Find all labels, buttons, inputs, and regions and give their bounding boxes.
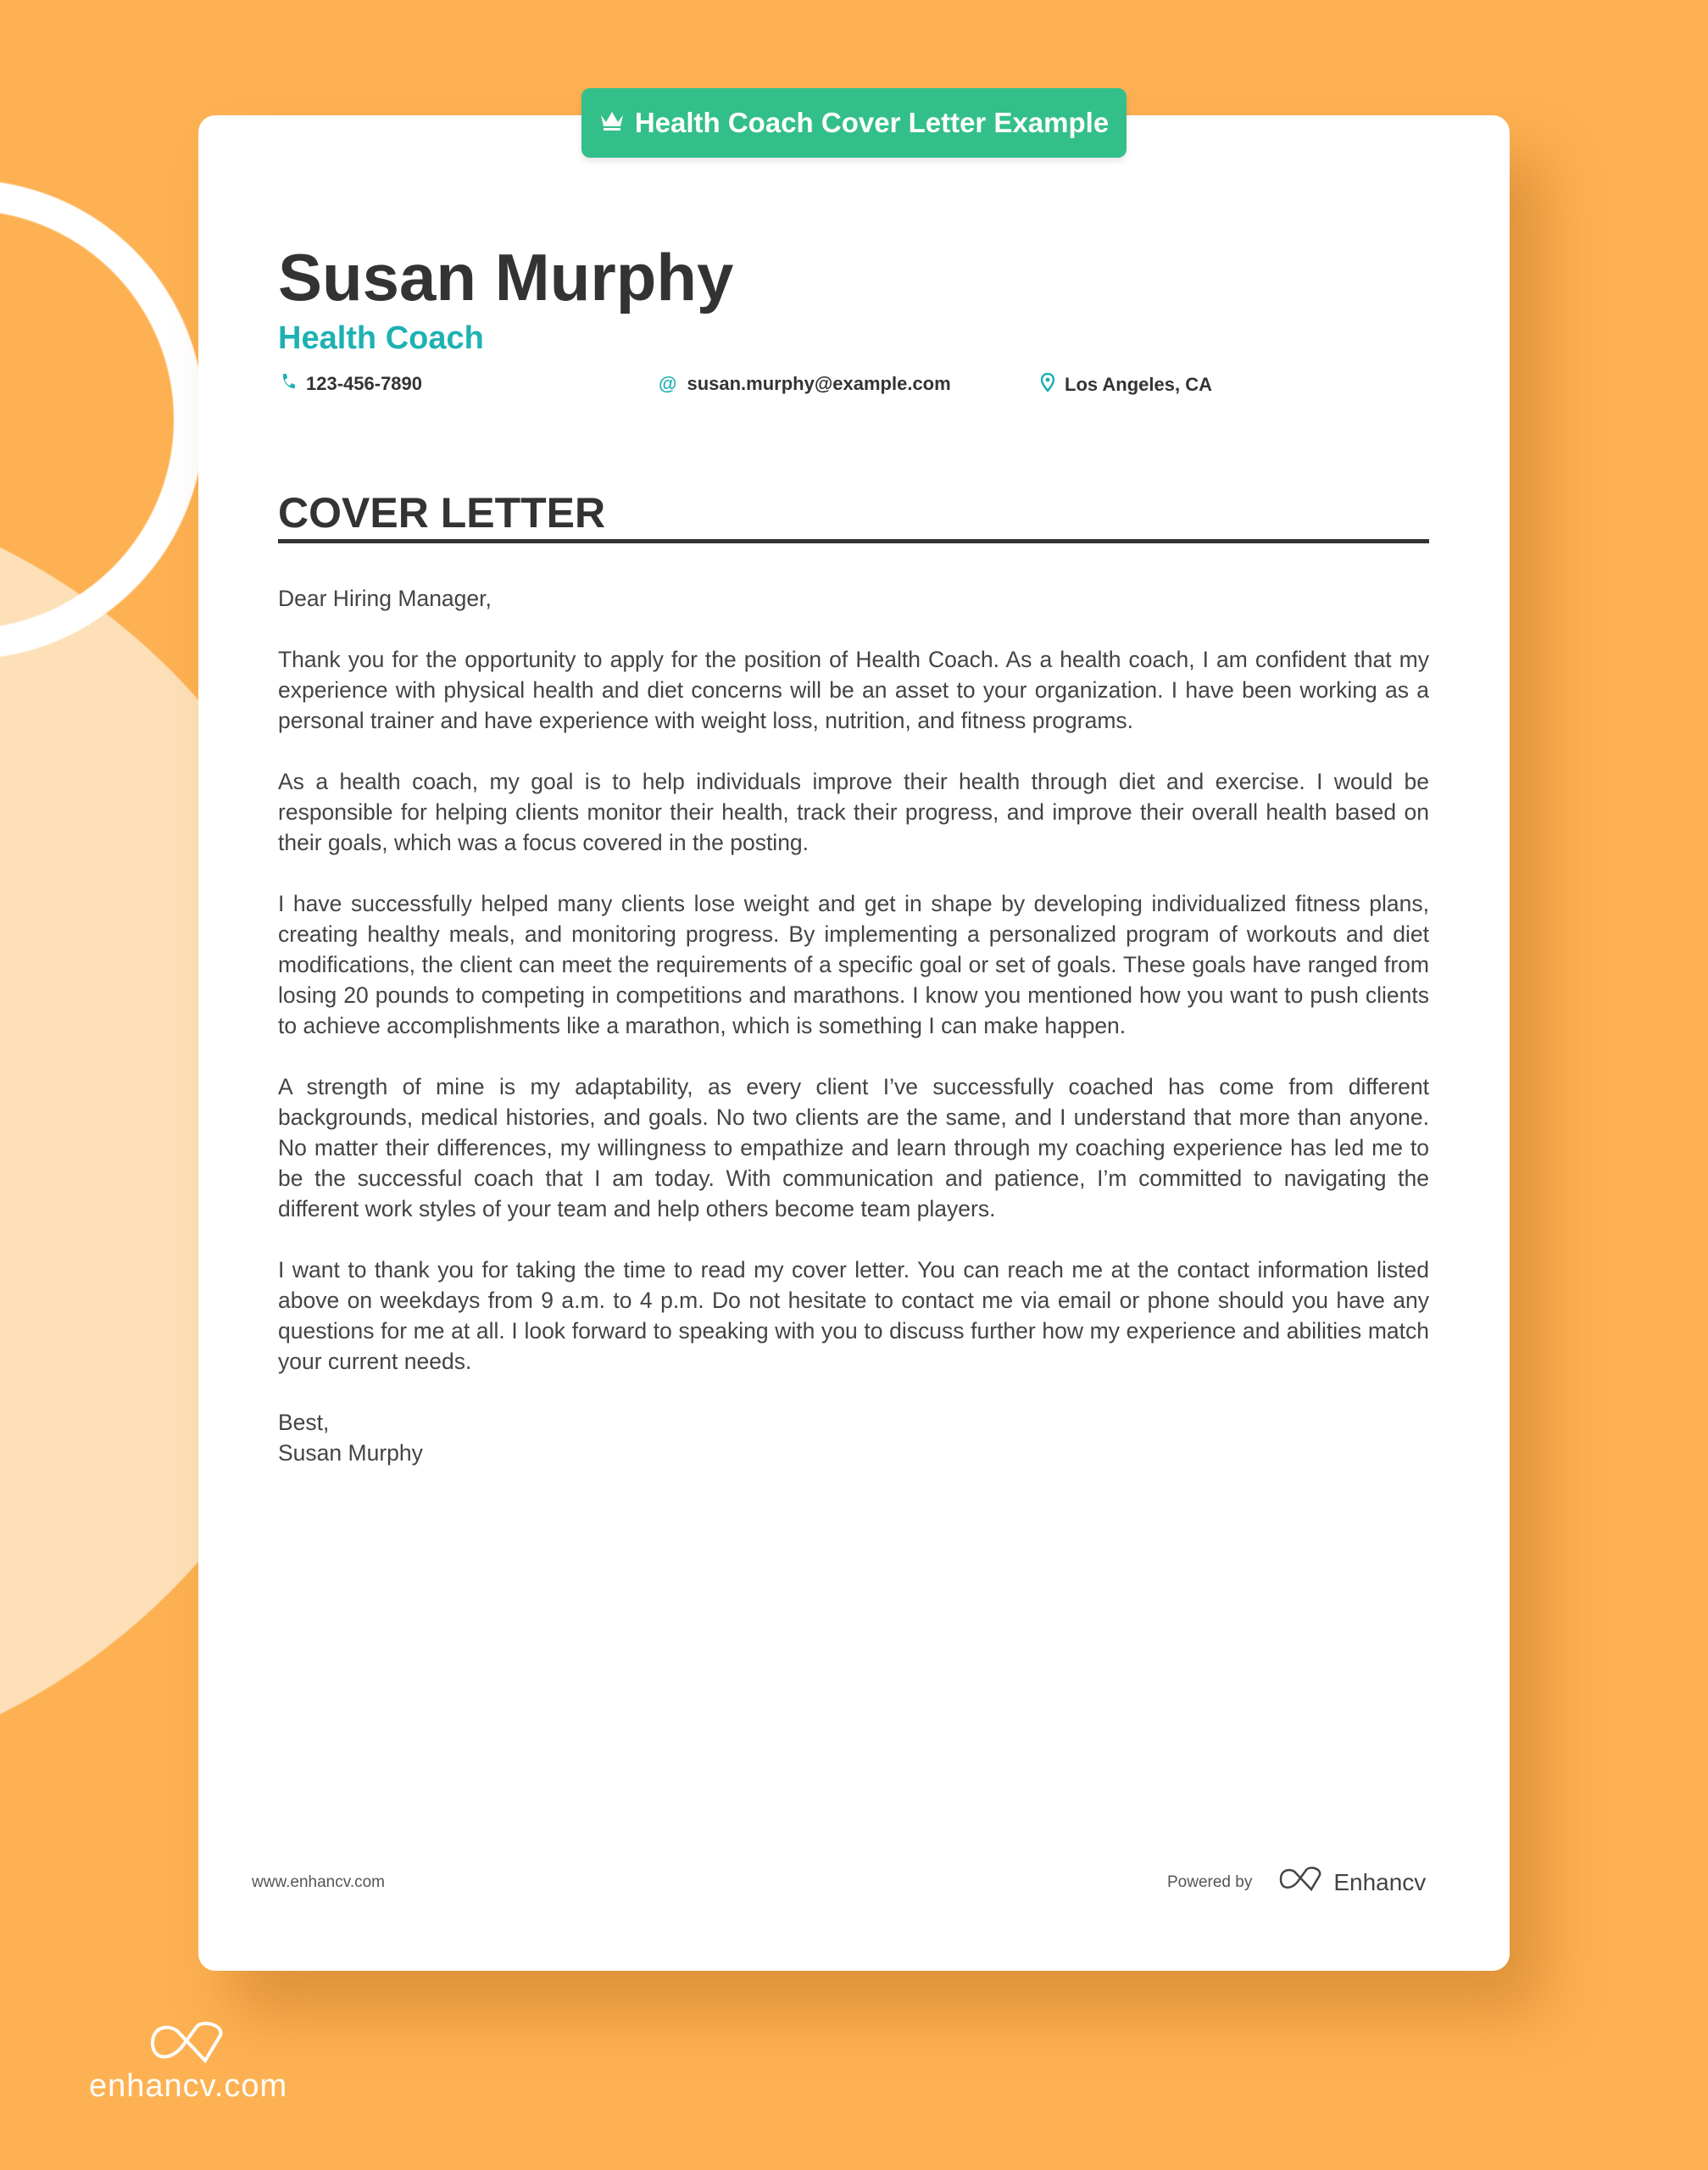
enhancv-corner-icon [89,2022,287,2068]
location-pin-icon [1041,373,1054,397]
contact-location [1041,373,1212,397]
at-icon: @ [659,373,677,394]
paragraph: Thank you for the opportunity to apply for the position of Health Coach. As a health coach, I am confident that my experience with physical health and diet concerns will be an asset to your organization. I have been working as a personal trainer and have experience with weight loss, nutrition, and fitness programs. [278,647,1429,733]
greeting: Dear Hiring Manager, [278,586,492,611]
closing: Best, [278,1410,330,1435]
applicant-name: Susan Murphy [278,240,734,314]
paragraph: A strength of mine is my adaptability, as every client I’ve successfully coached has come from different backgrounds, medical histories, and goals. No two clients are the same, and I understand that more than anyone. No matter their differences, my willingness to empathize and learn through my coaching experience has led me to be the successful coach that I am today. With communication and patience, I’m committed to navigating the different work styles of your team and help others become team players. [278,1074,1429,1221]
email-text[interactable]: susan.murphy@example.com [687,373,951,394]
letter-body [278,583,1429,1468]
paragraph: I have successfully helped many clients lose weight and get in shape by developing individualized fitness plans, creating healthy meals, and monitoring progress. By implementing a personalized program of workouts and diet modifications, the client can meet the requirements of a specific goal or set of goals. These goals have ranged from losing 20 pounds to competing in competitions and marathons. I know you mentioned how you want to push clients to achieve accomplishments like a marathon, which is something I can make happen. [278,891,1429,1038]
signature: Susan Murphy [278,1440,423,1466]
contact-phone [281,373,422,395]
badge-label: Health Coach Cover Letter Example [634,107,1110,138]
contact-email[interactable] [659,373,951,395]
title-badge [581,88,1127,158]
location-text: Los Angeles, CA [1065,374,1212,395]
phone-icon [281,373,296,395]
corner-logo-text: enhancv.com [89,2068,288,2104]
section-title: COVER LETTER [278,489,606,537]
job-title: Health Coach [278,320,484,356]
powered-by-label: Powered by [1167,1872,1253,1891]
crown-icon [599,107,625,139]
brand-name: Enhancv [1333,1868,1427,1895]
enhancv-logo-icon [1277,1867,1325,1898]
paragraph: I want to thank you for taking the time to read my cover letter. You can reach me at the contact information listed above on weekdays from 9 a.m. to 4 p.m. Do not hesitate to contact me via email or phone should you have any questions for me at all. I look forward to speaking with you to discuss further how my experience and abilities match your current needs. [278,1257,1429,1374]
corner-logo [89,2022,287,2105]
footer-website[interactable]: www.enhancv.com [252,1873,385,1891]
phone-text: 123-456-7890 [306,373,423,394]
footer-powered-by [1167,1867,1426,1898]
section-divider [278,539,1429,543]
paragraph: As a health coach, my goal is to help individuals improve their health through diet and exercise. I would be responsible for helping clients monitor their health, track their progress, and improve their overall health based on their goals, which was a focus covered in the posting. [278,769,1429,855]
enhancv-logo[interactable] [1277,1867,1426,1898]
